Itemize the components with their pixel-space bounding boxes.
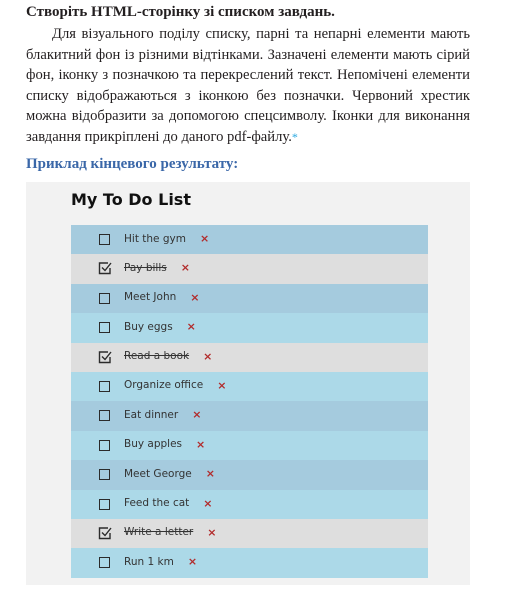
todo-item-content (124, 555, 197, 568)
todo-item-label: Run 1 km (124, 555, 174, 568)
unchecked-checkbox-icon[interactable] (99, 557, 110, 568)
unchecked-checkbox-icon[interactable] (99, 234, 110, 245)
todo-item[interactable] (71, 343, 428, 372)
todo-item-label: Write a letter (124, 526, 194, 539)
task-description-text: Для візуального поділу списку, парні та непарні елементи мають блакитний фон із різними відтінками. Зазначені елементи мають сірий фон, іконку з позначкою та перекреслений текст. Непомічені елементи списку відображаються з іконкою без позначки. Червоний хрестик можна відобразити за допомогою спецсимволу. Іконки для виконання завдання прикріплені до даного pdf-файлу. (26, 26, 470, 145)
delete-icon[interactable]: × (203, 349, 213, 363)
todo-item-content (124, 379, 226, 392)
todo-item[interactable] (71, 401, 428, 430)
todo-item-label: Meet George (124, 467, 192, 480)
delete-icon[interactable]: × (187, 555, 198, 569)
unchecked-checkbox-icon[interactable] (99, 469, 110, 480)
delete-icon[interactable]: × (196, 437, 206, 451)
delete-icon[interactable]: × (180, 261, 190, 275)
todo-item[interactable] (71, 460, 428, 489)
todo-item-content (124, 467, 215, 480)
delete-icon[interactable]: × (217, 378, 227, 392)
unchecked-checkbox-icon[interactable] (99, 410, 110, 421)
todo-item-content (124, 291, 199, 304)
todo-item-content (124, 408, 201, 421)
todo-item-content (124, 232, 209, 245)
delete-icon[interactable]: × (207, 525, 217, 539)
todo-item[interactable] (71, 519, 428, 548)
unchecked-checkbox-icon[interactable] (99, 440, 110, 451)
todo-item-label: Eat dinner (124, 408, 179, 421)
todo-item-content (124, 438, 205, 451)
todo-item[interactable] (71, 313, 428, 342)
unchecked-checkbox-icon[interactable] (99, 322, 110, 333)
checked-checkbox-icon[interactable] (98, 526, 112, 540)
delete-icon[interactable]: × (186, 320, 196, 334)
result-heading: Приклад кінцевого результату: (26, 156, 239, 172)
todo-item-content (124, 320, 196, 333)
todo-item[interactable] (71, 254, 428, 283)
todo-item-label: Feed the cat (124, 497, 190, 510)
task-title: Створіть HTML-сторінку зі списком завдань. (26, 4, 335, 20)
checked-checkbox-icon[interactable] (98, 261, 112, 275)
delete-icon[interactable]: × (205, 467, 215, 481)
todo-item[interactable] (71, 225, 428, 254)
delete-icon[interactable]: × (199, 232, 210, 245)
todo-item-label: Pay bills (124, 261, 167, 274)
delete-icon[interactable]: × (190, 290, 200, 304)
todo-list-title: My To Do List (71, 190, 191, 209)
delete-icon[interactable]: × (192, 408, 202, 422)
delete-icon[interactable]: × (203, 496, 213, 510)
checked-checkbox-icon[interactable] (98, 350, 112, 364)
footnote-asterisk: * (291, 129, 298, 144)
todo-item-content (124, 350, 212, 363)
todo-item-label: Hit the gym (124, 232, 186, 245)
todo-item-label: Buy apples (124, 438, 183, 451)
todo-list (71, 225, 428, 578)
example-panel (26, 182, 470, 585)
todo-item-content (124, 497, 213, 510)
todo-item-label: Buy eggs (124, 320, 173, 333)
todo-item[interactable] (71, 490, 428, 519)
todo-item-label: Read a book (124, 350, 190, 363)
task-description (26, 24, 470, 147)
todo-item-content (124, 261, 190, 274)
unchecked-checkbox-icon[interactable] (99, 499, 110, 510)
todo-item[interactable] (71, 431, 428, 460)
todo-item-label: Meet John (124, 291, 177, 304)
todo-item[interactable] (71, 372, 428, 401)
unchecked-checkbox-icon[interactable] (99, 293, 110, 304)
unchecked-checkbox-icon[interactable] (99, 381, 110, 392)
todo-item-content (124, 526, 216, 539)
todo-item-label: Organize office (124, 379, 204, 392)
todo-item[interactable] (71, 548, 428, 577)
todo-item[interactable] (71, 284, 428, 313)
